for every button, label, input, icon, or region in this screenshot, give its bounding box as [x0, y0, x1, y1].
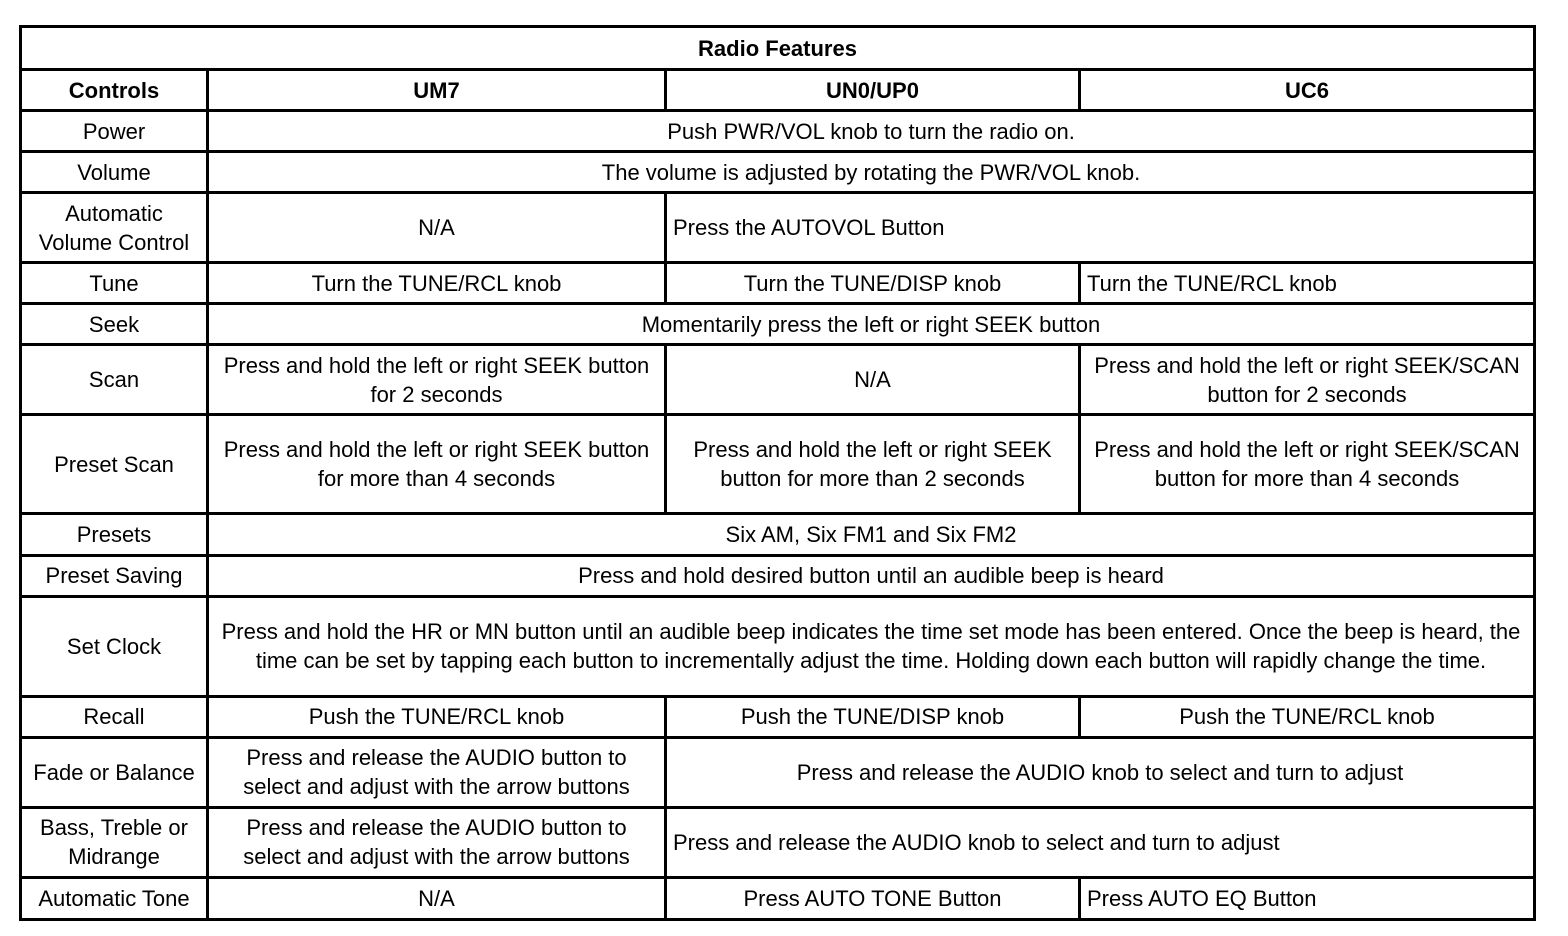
cell-all: Momentarily press the left or right SEEK button: [208, 304, 1535, 345]
cell-um7: Push the TUNE/RCL knob: [208, 696, 666, 737]
row-label: Scan: [21, 345, 208, 415]
row-label: Power: [21, 111, 208, 152]
header-un0-up0: UN0/UP0: [666, 70, 1080, 111]
table-title: Radio Features: [21, 27, 1535, 70]
cell-all: Press and hold the HR or MN button until an audible beep indicates the time set mode has been entered. Once the beep is heard, the time can be set by tapping each button to incrementally adjust the time. Holding down each button will rapidly change the time.: [208, 596, 1535, 696]
cell-um7: Press and release the AUDIO button to select and adjust with the arrow buttons: [208, 807, 666, 877]
cell-uc6: Push the TUNE/RCL knob: [1080, 696, 1535, 737]
cell-all: Six AM, Six FM1 and Six FM2: [208, 514, 1535, 555]
table-row: [21, 111, 1535, 152]
cell-um7: Press and release the AUDIO button to select and adjust with the arrow buttons: [208, 737, 666, 807]
header-um7: UM7: [208, 70, 666, 111]
table-row: [21, 152, 1535, 193]
row-label: Presets: [21, 514, 208, 555]
table-row: [21, 877, 1535, 919]
cell-um7: N/A: [208, 877, 666, 919]
table-row: [21, 304, 1535, 345]
row-label: Preset Scan: [21, 415, 208, 514]
table-row: [21, 263, 1535, 304]
row-label: Volume: [21, 152, 208, 193]
cell-un0-up0: Turn the TUNE/DISP knob: [666, 263, 1080, 304]
cell-uc6: Press and hold the left or right SEEK/SCAN button for 2 seconds: [1080, 345, 1535, 415]
cell-rest: Press and release the AUDIO knob to select and turn to adjust: [666, 737, 1535, 807]
cell-un0-up0: N/A: [666, 345, 1080, 415]
cell-un0-up0: Press and hold the left or right SEEK button for more than 2 seconds: [666, 415, 1080, 514]
cell-um7: Press and hold the left or right SEEK button for more than 4 seconds: [208, 415, 666, 514]
table-row: [21, 737, 1535, 807]
row-label: Fade or Balance: [21, 737, 208, 807]
row-label: Seek: [21, 304, 208, 345]
cell-un0-up0: Press AUTO TONE Button: [666, 877, 1080, 919]
row-label: Set Clock: [21, 596, 208, 696]
row-label: Automatic Volume Control: [21, 193, 208, 263]
cell-rest: Press the AUTOVOL Button: [666, 193, 1535, 263]
row-label: Tune: [21, 263, 208, 304]
table-header-row: [21, 70, 1535, 111]
cell-all: The volume is adjusted by rotating the PWR/VOL knob.: [208, 152, 1535, 193]
cell-um7: N/A: [208, 193, 666, 263]
row-label: Automatic Tone: [21, 877, 208, 919]
table-row: [21, 696, 1535, 737]
cell-uc6: Turn the TUNE/RCL knob: [1080, 263, 1535, 304]
table-row: [21, 555, 1535, 596]
cell-um7: Press and hold the left or right SEEK button for 2 seconds: [208, 345, 666, 415]
row-label: Preset Saving: [21, 555, 208, 596]
radio-features-table: [19, 25, 1536, 921]
header-uc6: UC6: [1080, 70, 1535, 111]
row-label: Bass, Treble or Midrange: [21, 807, 208, 877]
row-label: Recall: [21, 696, 208, 737]
cell-um7: Turn the TUNE/RCL knob: [208, 263, 666, 304]
cell-all: Press and hold desired button until an audible beep is heard: [208, 555, 1535, 596]
header-controls: Controls: [21, 70, 208, 111]
cell-rest: Press and release the AUDIO knob to select and turn to adjust: [666, 807, 1535, 877]
table-row: [21, 596, 1535, 696]
cell-uc6: Press and hold the left or right SEEK/SCAN button for more than 4 seconds: [1080, 415, 1535, 514]
table-row: [21, 514, 1535, 555]
table-row: [21, 415, 1535, 514]
cell-all: Push PWR/VOL knob to turn the radio on.: [208, 111, 1535, 152]
table-row: [21, 193, 1535, 263]
cell-uc6: Press AUTO EQ Button: [1080, 877, 1535, 919]
table-row: [21, 345, 1535, 415]
table-title-row: [21, 27, 1535, 70]
table-row: [21, 807, 1535, 877]
cell-un0-up0: Push the TUNE/DISP knob: [666, 696, 1080, 737]
